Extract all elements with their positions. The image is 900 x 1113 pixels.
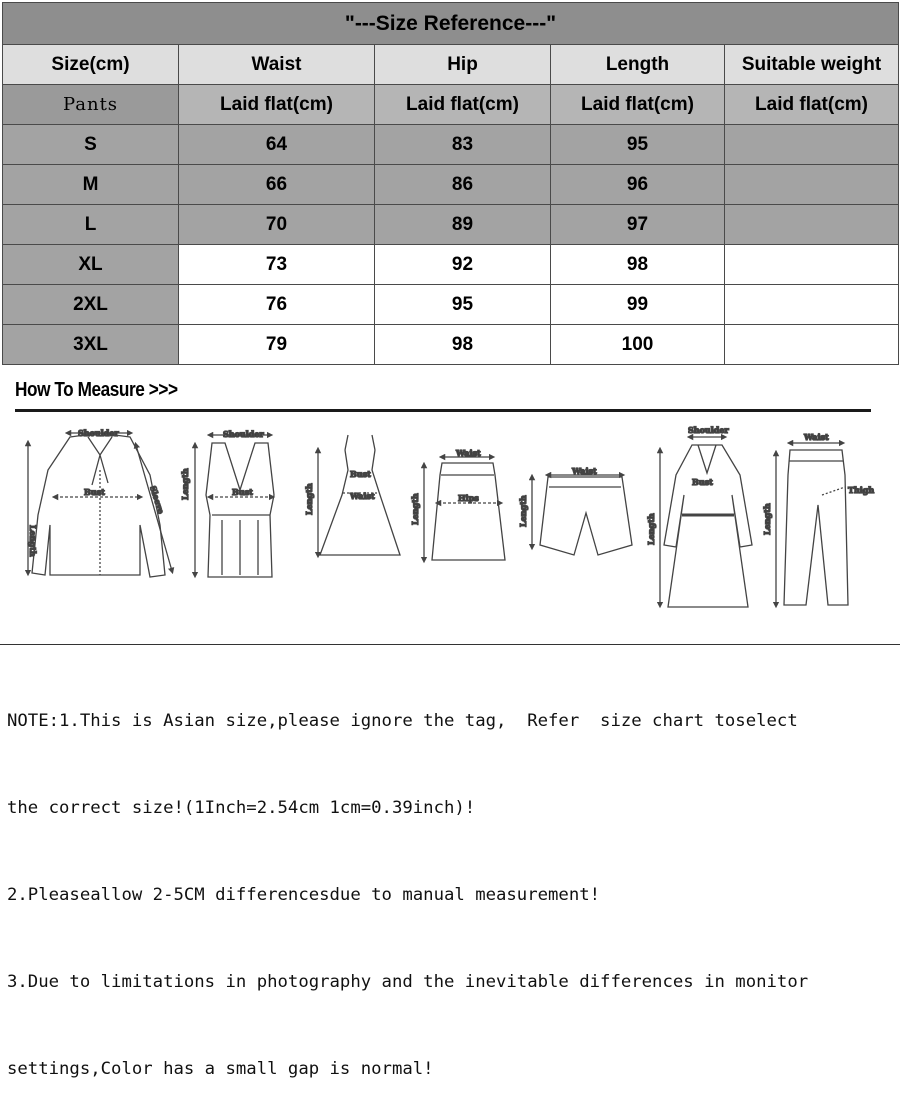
length-label: Length [180, 468, 190, 500]
table-title: "---Size Reference---" [3, 3, 899, 45]
hip-cell: 83 [375, 125, 551, 165]
table-row [3, 125, 899, 165]
notes-divider [0, 644, 900, 645]
notes-section [7, 649, 897, 1113]
waist-cell: 66 [179, 165, 375, 205]
note-line: settings,Color has a small gap is normal! [7, 1059, 434, 1079]
hip-cell: 98 [375, 325, 551, 365]
waist-label: Waist [350, 491, 375, 501]
waist-cell: 64 [179, 125, 375, 165]
bust-label: Bust [232, 487, 253, 497]
waist-cell: 70 [179, 205, 375, 245]
weight-cell [725, 125, 899, 165]
size-cell: M [3, 165, 179, 205]
skirt-figure [410, 448, 505, 560]
length-label: Length [762, 503, 772, 535]
weight-cell [725, 245, 899, 285]
hip-cell: 89 [375, 205, 551, 245]
header-hip: Hip [375, 45, 551, 85]
bust-label: Bust [84, 487, 105, 497]
length-label: Length [518, 495, 528, 527]
size-reference-table [2, 2, 899, 365]
pants-figure [762, 432, 874, 605]
header-length: Length [551, 45, 725, 85]
note-line: the correct size!(1Inch=2.54cm 1cm=0.39inch)! [7, 798, 476, 818]
coat-figure [646, 425, 752, 607]
weight-cell [725, 165, 899, 205]
size-cell: XL [3, 245, 179, 285]
hip-cell: 92 [375, 245, 551, 285]
shoulder-label: Shoulder [223, 429, 264, 439]
waist-cell: 79 [179, 325, 375, 365]
hip-cell: 86 [375, 165, 551, 205]
length-label: Length [28, 525, 38, 557]
hips-label: Hips [458, 493, 479, 503]
subheader-waist: Laid flat(cm) [179, 85, 375, 125]
length-cell: 96 [551, 165, 725, 205]
length-cell: 95 [551, 125, 725, 165]
table-row [3, 165, 899, 205]
how-to-measure-title: How To Measure >>> [15, 379, 178, 401]
table-row [3, 285, 899, 325]
weight-cell [725, 205, 899, 245]
tank-top-figure [180, 429, 274, 577]
hip-cell: 95 [375, 285, 551, 325]
waist-cell: 73 [179, 245, 375, 285]
shorts-figure [518, 466, 632, 555]
subheader-row [3, 85, 899, 125]
waist-label: Waist [456, 448, 481, 458]
table-row [3, 205, 899, 245]
subheader-length: Laid flat(cm) [551, 85, 725, 125]
header-size: Size(cm) [3, 45, 179, 85]
waist-label: Waist [572, 466, 597, 476]
note-line: NOTE:1.This is Asian size,please ignore the tag, Refer size chart toselect [7, 711, 798, 731]
size-cell: 2XL [3, 285, 179, 325]
shoulder-label: Shoulder [78, 428, 119, 438]
section-divider [15, 409, 871, 412]
header-suitable-weight: Suitable weight [725, 45, 899, 85]
length-cell: 97 [551, 205, 725, 245]
measurement-illustrations [0, 415, 900, 635]
length-label: Length [304, 483, 314, 515]
blouse-figure [28, 428, 172, 577]
bust-label: Bust [692, 477, 713, 487]
length-cell: 99 [551, 285, 725, 325]
dress-figure [304, 435, 400, 555]
size-cell: S [3, 125, 179, 165]
subheader-pants: Pants [3, 85, 179, 125]
waist-label: Waist [804, 432, 829, 442]
length-label: Length [646, 513, 656, 545]
note-line: 3.Due to limitations in photography and the inevitable differences in monitor [7, 972, 809, 992]
sleeve-label: Sleeve [148, 484, 167, 515]
table-row [3, 325, 899, 365]
weight-cell [725, 325, 899, 365]
length-cell: 98 [551, 245, 725, 285]
bust-label: Bust [350, 469, 371, 479]
length-cell: 100 [551, 325, 725, 365]
size-cell: L [3, 205, 179, 245]
subheader-hip: Laid flat(cm) [375, 85, 551, 125]
size-cell: 3XL [3, 325, 179, 365]
subheader-weight: Laid flat(cm) [725, 85, 899, 125]
length-label: Length [410, 493, 420, 525]
shoulder-label: Shoulder [688, 425, 729, 435]
weight-cell [725, 285, 899, 325]
waist-cell: 76 [179, 285, 375, 325]
header-row [3, 45, 899, 85]
note-line: 2.Pleaseallow 2-5CM differencesdue to manual measurement! [7, 885, 601, 905]
table-row [3, 245, 899, 285]
thigh-label: Thigh [848, 485, 875, 495]
header-waist: Waist [179, 45, 375, 85]
